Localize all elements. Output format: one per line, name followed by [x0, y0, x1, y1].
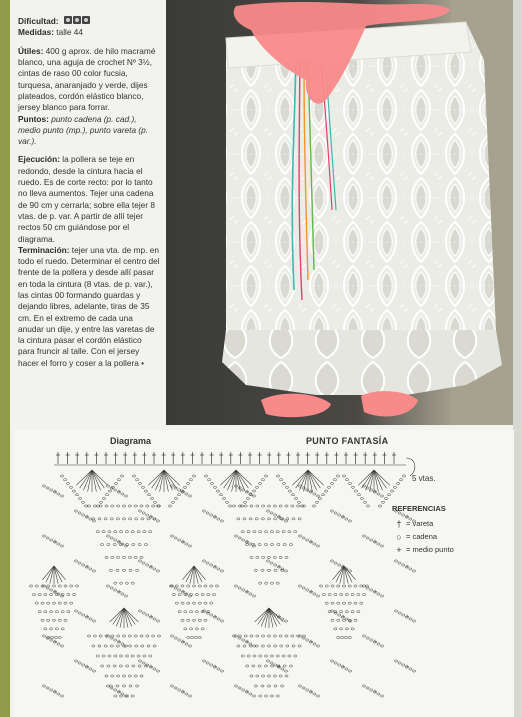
svg-text:+: + — [373, 539, 378, 545]
vareta-symbol-icon: † — [396, 518, 402, 529]
cadena-symbol-icon: ○ — [396, 531, 402, 542]
svg-text:+: + — [373, 689, 378, 695]
pattern-name: PUNTO FANTASÍA — [306, 436, 389, 446]
svg-text:+: + — [277, 614, 282, 620]
svg-text:+: + — [117, 639, 122, 645]
execution-label: Ejecución: — [18, 154, 60, 165]
svg-text:+: + — [213, 514, 218, 520]
svg-text:+: + — [53, 639, 58, 645]
svg-text:+: + — [245, 639, 250, 645]
svg-text:+: + — [53, 539, 58, 545]
svg-text:+: + — [309, 589, 314, 595]
svg-text:+: + — [309, 639, 314, 645]
difficulty-line — [18, 16, 160, 39]
svg-text:+: + — [405, 614, 410, 620]
instructions-column — [18, 16, 160, 416]
legend-item-cadena — [392, 530, 502, 543]
rows-repeat-label: 5 vtas. — [412, 474, 436, 483]
svg-text:+: + — [117, 589, 122, 595]
legend-label: = vareta — [406, 519, 434, 528]
svg-text:+: + — [181, 539, 186, 545]
stitches-value: punto cadena (p. cad.), medio punto (mp.), punto vareta (p. var.). — [18, 113, 149, 147]
svg-text:+: + — [405, 514, 410, 520]
svg-text:+: + — [53, 689, 58, 695]
svg-text:+: + — [405, 664, 410, 670]
svg-text:+: + — [117, 689, 122, 695]
svg-text:+: + — [341, 514, 346, 520]
svg-text:+: + — [53, 489, 58, 495]
svg-text:+: + — [213, 664, 218, 670]
svg-text:+: + — [373, 639, 378, 645]
stitches-label: Puntos: — [18, 113, 49, 124]
svg-text:+: + — [405, 564, 410, 570]
legend-label: = medio punto — [406, 545, 454, 554]
materials-paragraph — [18, 46, 160, 148]
materials-label: Útiles: — [18, 45, 44, 56]
svg-text:+: + — [85, 664, 90, 670]
legend-item-vareta — [392, 517, 502, 530]
stitch-chart — [14, 446, 410, 716]
svg-text:+: + — [309, 489, 314, 495]
svg-text:+: + — [277, 564, 282, 570]
svg-text:+: + — [245, 539, 250, 545]
svg-text:+: + — [373, 589, 378, 595]
svg-text:+: + — [309, 689, 314, 695]
execution-value: la pollera se teje en redondo, desde la cintura hacia el ruedo. Es de corte recto: por lo tanto no lleva aumentos. Tejer una cadena de 90 cm y cerrarla; sobre ella tejer 8 vtas. de p. var. A partir de allí tejer rectos 50 cm guiándose por el diagrama. — [18, 154, 155, 244]
svg-text:+: + — [213, 564, 218, 570]
svg-text:+: + — [341, 564, 346, 570]
svg-text:+: + — [277, 664, 282, 670]
svg-text:+: + — [85, 514, 90, 520]
legend — [392, 504, 502, 556]
materials-value: 400 g aprox. de hilo macramé blanco, una aguja de crochet Nº 3½, cintas de raso 00 color fucsia, turquesa, anaranjado y verde, dijes plateados, cordón elástico blanco, jersey blanco para forrar. — [18, 45, 156, 113]
measures-value: talle 44 — [56, 27, 84, 38]
svg-text:+: + — [181, 589, 186, 595]
legend-title: REFERENCIAS — [392, 504, 446, 513]
difficulty-rating-icon — [64, 16, 91, 27]
finishing-label: Terminación: — [18, 244, 70, 255]
execution-paragraph — [18, 154, 160, 369]
svg-text:+: + — [117, 539, 122, 545]
finishing-value: tejer una vta. de mp. en todo el ruedo. Determinar el centro del frente de la pollera y desde allí pasar en toda la cintura (8 vtas. de p. var.), las cintas 00 formando guardas y dejando libres, adelante, tiras de 35 cm. En el extremo de cada una anudar un dije, y entre las varetas de la cintura pasar el cordón elástico para fruncir al talle. Con el jersey hacer el forro y coser a la pollera • — [18, 244, 160, 368]
page-edge — [513, 0, 522, 717]
svg-text:+: + — [277, 514, 282, 520]
svg-text:+: + — [149, 564, 154, 570]
svg-text:+: + — [213, 614, 218, 620]
svg-text:+: + — [149, 514, 154, 520]
legend-item-medio-punto — [392, 543, 502, 556]
svg-text:+: + — [373, 489, 378, 495]
svg-text:+: + — [149, 614, 154, 620]
svg-text:+: + — [341, 664, 346, 670]
difficulty-label: Dificultad: — [18, 16, 59, 26]
skirt-photo — [166, 0, 513, 425]
svg-text:+: + — [245, 689, 250, 695]
crochet-diagram-section — [14, 430, 514, 717]
svg-text:+: + — [85, 564, 90, 570]
left-color-strip — [0, 0, 10, 717]
svg-text:+: + — [181, 489, 186, 495]
svg-text:+: + — [245, 489, 250, 495]
medio-punto-symbol-icon: + — [396, 544, 402, 555]
svg-text:+: + — [181, 639, 186, 645]
diagram-title: Diagrama — [110, 436, 152, 446]
legend-label: = cadena — [406, 532, 438, 541]
measures-label: Medidas: — [18, 27, 54, 38]
svg-text:+: + — [117, 489, 122, 495]
svg-text:+: + — [53, 589, 58, 595]
svg-text:+: + — [309, 539, 314, 545]
svg-text:+: + — [149, 664, 154, 670]
svg-text:+: + — [341, 614, 346, 620]
svg-text:+: + — [181, 689, 186, 695]
svg-text:+: + — [245, 589, 250, 595]
svg-text:+: + — [85, 614, 90, 620]
lace-skirt-illustration — [166, 0, 513, 425]
